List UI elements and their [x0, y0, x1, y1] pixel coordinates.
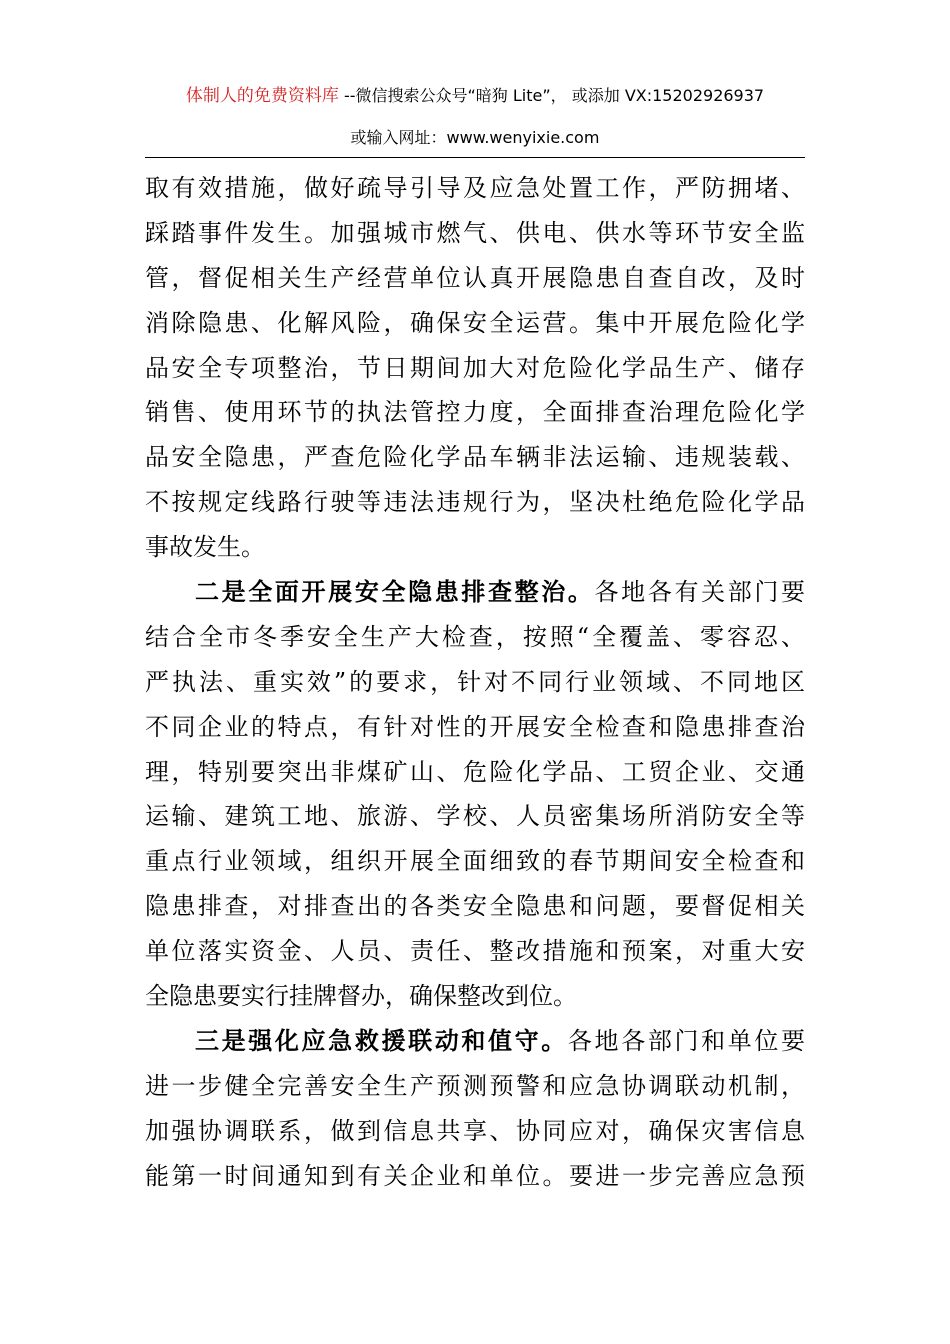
- text-span: 各地各部门和单位要: [567, 1026, 805, 1055]
- text-line: 事故发生。: [145, 533, 265, 562]
- text-line: 单位落实资金、人员、责任、整改措施和预案，对重大安: [145, 937, 805, 966]
- text-span: 各地各有关部门要: [594, 578, 805, 607]
- text-line: 取有效措施，做好疏导引导及应急处置工作，严防拥堵、: [145, 174, 805, 202]
- text-line: 管，督促相关生产经营单位认真开展隐患自查自改，及时: [145, 263, 805, 292]
- paragraph-first-line: [145, 570, 805, 615]
- text-line: 不按规定线路行驶等违法违规行为，坚决杜绝危险化学品: [145, 488, 805, 517]
- text-line: 不同企业的特点，有针对性的开展安全检查和隐患排查治: [145, 712, 805, 741]
- text-line: 重点行业领域，组织开展全面细致的春节期间安全检查和: [145, 847, 805, 876]
- page-header: [0, 84, 950, 150]
- document-body: [145, 166, 805, 1198]
- text-line: 进一步健全完善安全生产预测预警和应急协调联动机制，: [145, 1071, 805, 1100]
- text-line: 能第一时间通知到有关企业和单位。要进一步完善应急预: [145, 1161, 805, 1190]
- paragraph-first-line: [145, 1019, 805, 1064]
- text-line: 严执法、重实效”的要求，针对不同行业领域、不同地区: [145, 667, 805, 696]
- text-line: 品安全专项整治，节日期间加大对危险化学品生产、储存: [145, 353, 805, 382]
- text-line: 加强协调联系，做到信息共享、协同应对，确保灾害信息: [145, 1116, 805, 1145]
- text-line: 消除隐患、化解风险，确保安全运营。集中开展危险化学: [145, 308, 805, 337]
- section-lead: 二是全面开展安全隐患排查整治。: [195, 578, 595, 607]
- text-line: 全隐患要实行挂牌督办，确保整改到位。: [145, 982, 577, 1011]
- header-brand: 体制人的免费资料库: [185, 86, 339, 106]
- header-contact: --微信搜索公众号“暗狗 Lite”， 或添加 VX:15202926937: [338, 86, 765, 105]
- text-line: 品安全隐患，严查危险化学品车辆非法运输、违规装载、: [145, 443, 805, 472]
- text-line: 理，特别要突出非煤矿山、危险化学品、工贸企业、交通: [145, 757, 805, 786]
- header-url-line: 或输入网址：www.wenyixie.com: [350, 128, 600, 147]
- text-line: 运输、建筑工地、旅游、学校、人员密集场所消防安全等: [145, 802, 805, 831]
- text-line: 隐患排查，对排查出的各类安全隐患和问题，要督促相关: [145, 892, 805, 921]
- section-lead: 三是强化应急救援联动和值守。: [195, 1026, 568, 1055]
- text-line: 踩踏事件发生。加强城市燃气、供电、供水等环节安全监: [145, 218, 805, 247]
- text-line: 结合全市冬季安全生产大检查，按照“全覆盖、零容忍、: [145, 622, 805, 651]
- text-line: 销售、使用环节的执法管控力度，全面排查治理危险化学: [145, 398, 805, 427]
- header-promo-line: [0, 84, 950, 108]
- header-divider: [145, 157, 805, 158]
